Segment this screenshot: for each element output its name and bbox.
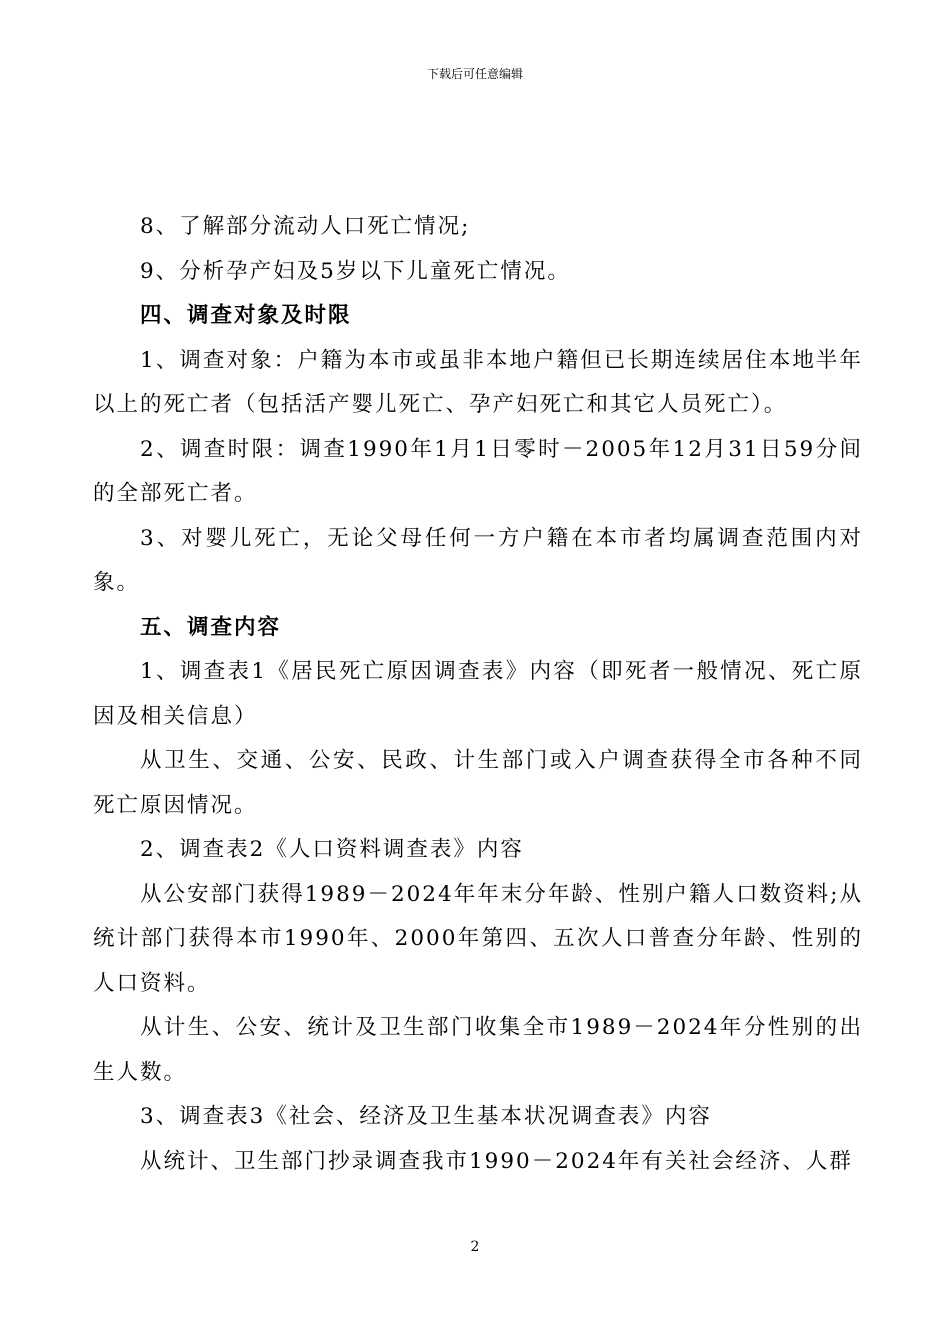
paragraph-survey-period: 2、调查时限：调查1990年1月1日零时－2005年12月31日59分间的全部死亡者。 bbox=[93, 436, 863, 506]
page-header: 下载后可任意编辑 bbox=[426, 67, 523, 81]
paragraph-table-1-source: 从卫生、交通、公安、民政、计生部门或入户调查获得全市各种不同死亡原因情况。 bbox=[93, 748, 863, 818]
page-number: 2 bbox=[470, 1239, 480, 1255]
paragraph-item-8: 8、了解部分流动人口死亡情况; bbox=[140, 214, 471, 239]
paragraph-item-9: 9、分析孕产妇及5岁以下儿童死亡情况。 bbox=[140, 258, 571, 284]
section-heading-5: 五、调查内容 bbox=[140, 614, 282, 640]
paragraph-table-1: 1、调查表1《居民死亡原因调查表》内容（即死者一般情况、死亡原因及相关信息） bbox=[93, 659, 863, 729]
paragraph-table-3: 3、调查表3《社会、经济及卫生基本状况调查表》内容 bbox=[140, 1104, 712, 1129]
paragraph-births-source: 从计生、公安、统计及卫生部门收集全市1989－2024年分性别的出生人数。 bbox=[93, 1015, 863, 1085]
paragraph-survey-subjects: 1、调查对象：户籍为本市或虽非本地户籍但已长期连续居住本地半年以上的死亡者（包括活产婴儿死亡、孕产妇死亡和其它人员死亡）。 bbox=[93, 347, 863, 417]
paragraph-infant-deaths: 3、对婴儿死亡，无论父母任何一方户籍在本市者均属调查范围内对象。 bbox=[93, 525, 863, 595]
paragraph-table-2-source: 从公安部门获得1989－2024年年末分年龄、性别户籍人口数资料;从统计部门获得本市1990年、2000年第四、五次人口普查分年龄、性别的人口资料。 bbox=[93, 881, 863, 996]
document-body bbox=[93, 205, 863, 1184]
paragraph-table-2: 2、调查表2《人口资料调查表》内容 bbox=[140, 837, 524, 862]
paragraph-table-3-source: 从统计、卫生部门抄录调查我市1990－2024年有关社会经济、人群 bbox=[140, 1148, 853, 1174]
section-heading-4: 四、调查对象及时限 bbox=[140, 303, 352, 328]
